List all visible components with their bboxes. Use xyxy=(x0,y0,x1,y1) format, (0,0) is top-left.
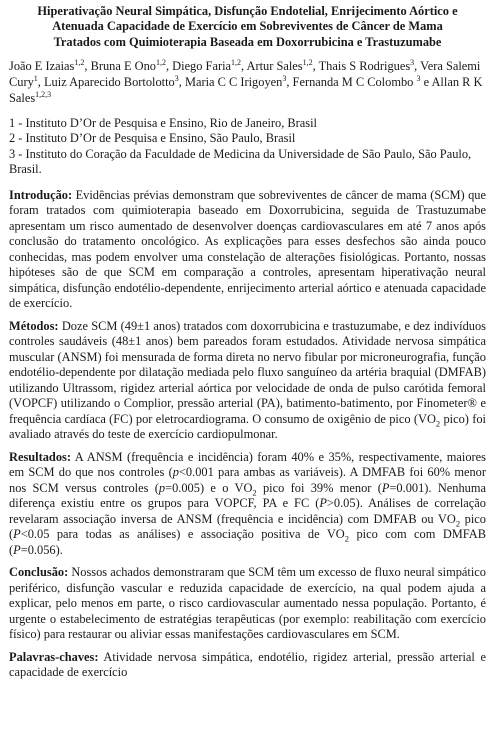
section-text: >0.05). Análises de correlação revelaram associação inversa de ANSM (frequência e incidência) com DMFAB ou VO xyxy=(9,496,486,526)
author-name: Fernanda M C Colombo xyxy=(292,75,414,90)
section-text: Evidências prévias demonstram que sobreviventes de câncer de mama (SCM) que foram tratados com quimioterapia baseado em Doxorrubicina, seguida de Trastuzumabe apresentam um risco aumentado de desenvolver doenças cardiovasculares em até 7 anos após conclusão do tratamento oncológico. As explicações para esses desfechos são ainda pouco conhecidas, mas podem envolver uma constelação de alterações fisiológicas. Portanto, nossas hipóteses são de que SCM em comparação a controles, apresentam hiperativação neural simpática, disfunção endotélio-dependente, enrijecimento arterial aórtico e atenuada capacidade de exercício. xyxy=(9,187,486,311)
author-name: Bruna E Ono xyxy=(90,58,156,73)
p-symbol: P xyxy=(319,496,327,511)
author-affiliation: 3 xyxy=(174,73,179,83)
section-text: pico foi 39% menor ( xyxy=(256,480,382,495)
section-text: <0.05 para todas as análises) e associação positiva de VO xyxy=(20,527,345,542)
section-text: pico) foi avaliado através do teste de exercício cardiopulmonar. xyxy=(9,411,486,442)
author-affiliation: 1 xyxy=(33,73,38,83)
subscript: 2 xyxy=(252,487,257,498)
section-text: Atividade nervosa simpática, endotélio, rigidez arterial, pressão arterial e capacidade de exercício xyxy=(9,649,486,680)
title-line: Tratados com Quimioterapia Baseada em Doxorrubicina e Trastuzumabe xyxy=(53,34,442,49)
author-affiliation: 1,2 xyxy=(231,57,242,67)
author-affiliation: 3 xyxy=(410,57,415,67)
title-line: Hiperativação Neural Simpática, Disfunção Endotelial, Enrijecimento Aórtico e xyxy=(37,4,458,18)
section-heading: Conclusão: xyxy=(9,565,69,580)
p-symbol: p xyxy=(158,480,166,495)
section-text: A ANSM (frequência e incidência) foram 40% e 35%, respectivamente, maiores em SCM do que nos controles ( xyxy=(9,449,486,480)
section-text: Doze SCM (49±1 anos) tratados com doxorrubicina e trastuzumabe, e dez indivíduos controles saudáveis (48±1 anos) bem pareados foram estudados. Atividade nervosa simpática muscular (ANSM) foi mensurada de forma direta no nervo fibular por microneurografia, função endotélio-dependente por dilatação mediada pelo fluxo sanguíneo da artéria braquial (DMFAB) utilizando Ultrassom, rigidez arterial aórtica por velocidade de onda de pulso carótida femoral (VOPCF) utilizando o Complior, pressão arterial (PA), batimento-batimento, por Finometer® e frequência cardíaca (FC) por eletrocardiograma. O consumo de oxigênio de pico (VO xyxy=(9,318,486,426)
author-name: Vera Salemi Cury xyxy=(9,58,481,90)
p-symbol: P xyxy=(13,527,21,542)
title-line: Atenuada Capacidade de Exercício em Sobreviventes de Câncer de Mama xyxy=(52,19,443,34)
author-name: Diego Faria xyxy=(172,58,232,73)
keywords-section xyxy=(9,650,486,681)
author-list: João E Izaias$^{1,2}$, Bruna E Ono$^{1,2}$, Diego Faria$^{1,2}$, Artur Sales$^{1,2}$, Thais S Rodrigues$^3$, Vera Salemi Cury$^1$, Luiz Aparecido Bortolotto$^3$, Maria C C Irigoyen$^3$, Fernanda M C Colombo $^3$ e Allan R K Sales$^{1,2,3}$ xyxy=(9,57,483,106)
affiliation-item: 3 - Instituto do Coração da Faculdade de Medicina da Universidade de São Paulo, São Paulo, Brasil. xyxy=(9,146,472,177)
section-heading: Palavras-chaves: xyxy=(9,649,99,664)
p-symbol: P xyxy=(381,480,390,495)
subscript: 2 xyxy=(344,533,349,544)
section-text: <0.001 para ambas as variáveis). A DMFAB foi 60% menor nos SCM versus controles ( xyxy=(9,465,486,495)
author-affiliation: 1,2 xyxy=(155,57,166,67)
subscript: 2 xyxy=(435,418,441,429)
affiliation-item: 2 - Instituto D’Or de Pesquisa e Ensino, São Paulo, Brasil xyxy=(9,131,296,146)
methods-section xyxy=(9,319,486,443)
section-text: =0.005) e o VO xyxy=(165,480,253,495)
introduction-section xyxy=(9,188,486,312)
section-heading: Métodos: xyxy=(9,318,59,333)
affiliation-list xyxy=(9,116,486,178)
affiliation-item: 1 - Instituto D’Or de Pesquisa e Ensino, Rio de Janeiro, Brasil xyxy=(9,115,317,130)
author-name: Allan R K Sales xyxy=(9,75,483,106)
author-affiliation: 1,2 xyxy=(302,57,313,67)
paper-title xyxy=(9,4,486,50)
subscript: 2 xyxy=(455,518,461,529)
results-section xyxy=(9,450,486,559)
section-text: =0.056). xyxy=(20,542,63,557)
author-name: Luiz Aparecido Bortolotto xyxy=(43,75,175,90)
p-symbol: p xyxy=(172,465,179,480)
author-name: Artur Sales xyxy=(246,58,303,73)
author-affiliation: 1,2 xyxy=(74,57,85,67)
p-symbol: P xyxy=(13,542,21,557)
section-text: pico ( xyxy=(9,511,486,542)
author-affiliation: 1,2,3 xyxy=(35,90,52,100)
section-text: =0.001). Nenhuma diferença existiu entre os grupos para VOPCF, PA e FC ( xyxy=(9,480,487,511)
author-affiliation: 3 xyxy=(416,73,421,83)
author-name: João E Izaias xyxy=(9,58,75,73)
author-affiliation: 3 xyxy=(282,73,287,83)
section-text: pico com com DMFAB ( xyxy=(9,527,486,557)
conclusion-section xyxy=(9,565,486,643)
section-heading: Resultados: xyxy=(9,449,71,464)
author-name: Thais S Rodrigues xyxy=(318,58,411,73)
section-text: Nossos achados demonstraram que SCM têm um excesso de fluxo neural simpático periférico, disfunção vascular e reduzida capacidade de exercício, na qual podem ajuda a explicar, pelo menos em parte, o risco cardiovascular aumentado nessa população. Portanto, é urgente o estabelecimento de estratégias terapêuticas (por exemplo: reabilitação com exercício físico) para restaurar ou aliviar essas manifestações cardiovasculares em SCM. xyxy=(9,565,486,642)
author-name: Maria C C Irigoyen xyxy=(184,75,283,90)
section-heading: Introdução: xyxy=(9,187,73,202)
